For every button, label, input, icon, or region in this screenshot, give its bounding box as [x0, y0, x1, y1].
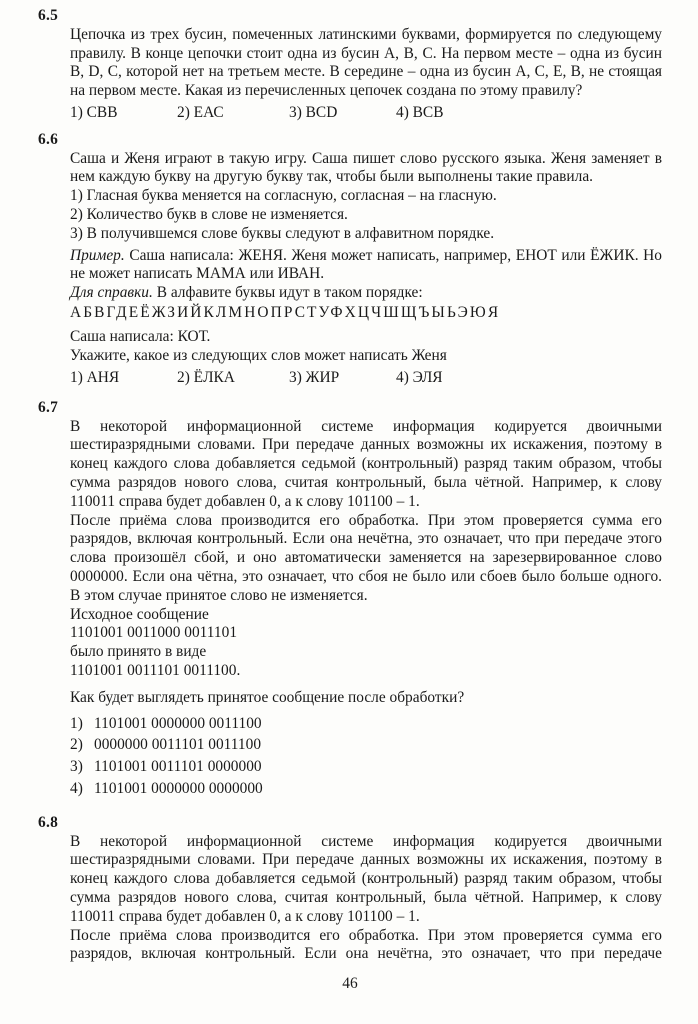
reference-label: Для справки. — [70, 284, 153, 302]
option-2: 2) ЁЛКА — [177, 369, 235, 387]
problem-6-5-options — [70, 104, 662, 123]
received-message-label: было принято в виде — [70, 643, 207, 661]
option-1 — [70, 713, 662, 735]
reference-paragraph — [70, 284, 662, 303]
option-2-value: 0000000 0011101 0011100 — [94, 736, 262, 754]
problem-6-8-number: 6.8 — [38, 813, 59, 831]
reference-text: В алфавите буквы идут в таком порядке: — [152, 284, 423, 302]
problem-6-8-body — [70, 833, 662, 965]
problem-6-6-body — [70, 150, 662, 388]
received-message-code: 1101001 0011101 0011100. — [70, 662, 241, 679]
problem-6-7-paragraph-2: После приёма слова производится его обработка. При этом проверяется сумма его разрядов, включая контрольный. Если она нечётна, это означает, что при передаче этого слова произошёл сбой, и оно автоматически заменяется на зарезервированное слово 0000000. Если она чётна, это означает, что сбоя не было или сбоев было больше одного. В этом случае принятое слово не изменяется. — [70, 511, 662, 604]
option-1-number: 1) — [70, 714, 83, 732]
example-label: Пример. — [70, 246, 125, 264]
problem-6-7-question: Как будет выглядеть принятое сообщение после обработки? — [70, 688, 465, 706]
source-message-label: Исходное сообщение — [70, 605, 209, 623]
problem-6-5-number: 6.5 — [38, 7, 59, 24]
option-4: 4) ЭЛЯ — [396, 369, 443, 387]
option-3 — [70, 756, 662, 778]
option-1-value: 1101001 0000000 0011100 — [94, 714, 262, 732]
option-1: 1) СВВ — [70, 103, 118, 121]
problem-6-5-body — [70, 26, 662, 123]
given-word-line: Саша написала: КОТ. — [70, 328, 211, 346]
option-3-value: 1101001 0011101 0000000 — [94, 758, 262, 776]
option-1: 1) АНЯ — [70, 369, 120, 387]
problem-6-7 — [38, 399, 662, 800]
problem-6-7-options — [70, 713, 662, 800]
problem-6-6-intro: Саша и Женя играют в такую игру. Саша пишет слово русского языка. Женя заменяет в нем каждую букву на другую букву так, чтобы были выполнены такие правила. — [70, 149, 662, 186]
option-4 — [70, 778, 662, 800]
example-paragraph — [70, 247, 662, 285]
option-2: 2) ЕАС — [177, 103, 224, 121]
problem-6-7-body — [70, 418, 662, 800]
problem-6-7-paragraph-1: В некоторой информационной системе информация кодируется двоичными шестиразрядными словами. При передаче данных возможны их искажения, поэтому в конец каждого слова добавляется седьмой (контрольный) разряд таким образом, чтобы сумма разрядов нового слова, считая контрольный, была чётной. Например, к слову 110011 справа будет добавлен 0, а к слову 101100 – 1. — [70, 417, 662, 510]
page-number: 46 — [342, 975, 358, 993]
problem-6-8-paragraph-1: В некоторой информационной системе информация кодируется двоичными шестиразрядными словами. При передаче данных возможны их искажения, поэтому в конец каждого слова добавляется седьмой (контрольный) разряд таким образом, чтобы сумма разрядов нового слова, считая контрольный, была чётной. Например, к слову 110011 справа будет добавлен 0, а к слову 101100 – 1. — [70, 832, 662, 925]
option-3-number: 3) — [70, 758, 83, 776]
rule-3: 3) В получившемся слове буквы следуют в алфавитном порядке. — [70, 224, 495, 242]
problem-6-5 — [38, 7, 662, 123]
option-3: 3) BCD — [289, 103, 338, 121]
rule-2: 2) Количество букв в слове не изменяется. — [70, 205, 348, 223]
source-message-code: 1101001 0011000 0011101 — [70, 624, 238, 642]
problem-6-8-paragraph-2-partial: После приёма слова производится его обработка. При этом проверяется сумма его разрядов, включая контрольный. Если она нечётна, это означает, что при передаче — [70, 926, 662, 963]
option-4-number: 4) — [70, 779, 83, 797]
option-2 — [70, 734, 662, 756]
problem-6-6-number: 6.6 — [38, 130, 59, 148]
option-3: 3) ЖИР — [289, 369, 340, 387]
option-2-number: 2) — [70, 736, 83, 754]
rule-1: 1) Гласная буква меняется на согласную, согласная – на гласную. — [70, 187, 497, 205]
option-4: 4) ВСВ — [396, 103, 444, 121]
alphabet-line: АБВГДЕЁЖЗИЙКЛМНОПРСТУФХЦЧШЩЪЫЬЭЮЯ — [70, 303, 501, 321]
problem-6-6 — [38, 131, 662, 388]
problem-6-6-question: Укажите, какое из следующих слов может написать Женя — [70, 347, 447, 365]
problem-6-6-options — [70, 369, 662, 388]
problem-6-8 — [38, 814, 662, 964]
option-4-value: 1101001 0000000 0000000 — [94, 779, 263, 797]
example-text: Саша написала: ЖЕНЯ. Женя может написать, например, ЕНОТ или ЁЖИК. Но не может написать МАМА или ИВАН. — [70, 246, 662, 283]
problem-6-5-text: Цепочка из трех бусин, помеченных латинскими буквами, формируется по следующему правилу. В конце цепочки стоит одна из бусин А, В, С. На первом месте – одна из бусин В, D, С, которой нет на третьем месте. В середине – одна из бусин А, С, Е, В, не стоящая на первом месте. Какая из перечисленных цепочек создана по этому правилу? — [70, 25, 662, 100]
problem-6-7-number: 6.7 — [38, 398, 59, 416]
